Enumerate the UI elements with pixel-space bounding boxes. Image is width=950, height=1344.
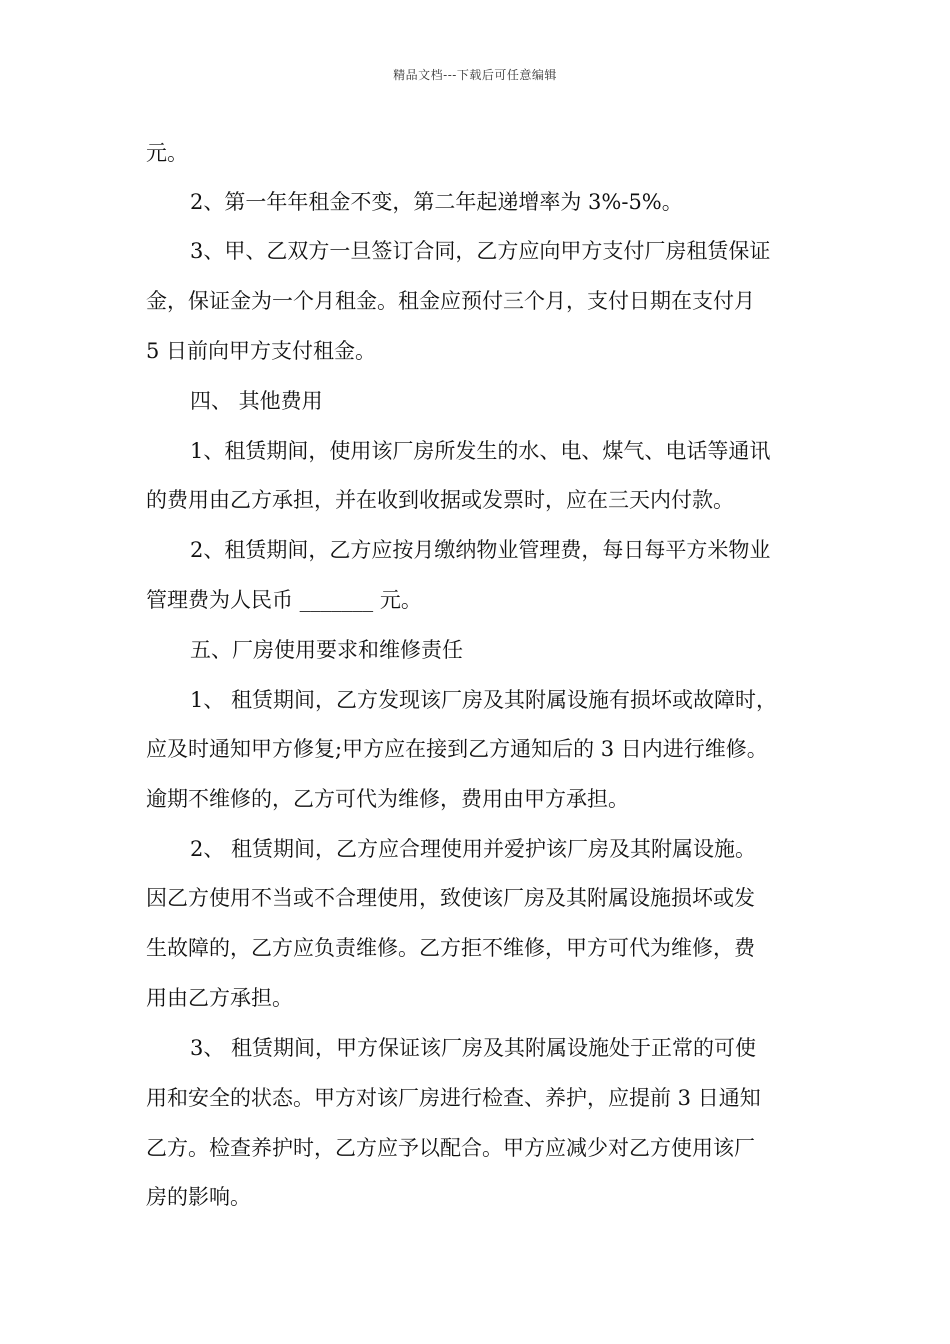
text-line: 用和安全的状态。甲方对该厂房进行检查、养护，应提前 3 日通知 xyxy=(146,1086,761,1110)
text-line: 应及时通知甲方修复;甲方应在接到乙方通知后的 3 日内进行维修。 xyxy=(146,737,768,761)
section-heading: 四、 其他费用 xyxy=(190,389,323,413)
text-line: 金，保证金为一个月租金。租金应预付三个月，支付日期在支付月 xyxy=(146,289,755,313)
text-line: 用由乙方承担。 xyxy=(146,986,293,1010)
text-line: 因乙方使用不当或不合理使用，致使该厂房及其附属设施损坏或发 xyxy=(146,886,755,910)
text-line: 5 日前向甲方支付租金。 xyxy=(146,339,377,363)
text-line: 2、租赁期间，乙方应按月缴纳物业管理费，每日每平方米物业 xyxy=(190,538,771,562)
text-line: 3、 租赁期间，甲方保证该厂房及其附属设施处于正常的可使 xyxy=(190,1036,757,1060)
text-line: 生故障的，乙方应负责维修。乙方拒不维修，甲方可代为维修，费 xyxy=(146,936,755,960)
text-line: 管理费为人民币 _______ 元。 xyxy=(146,588,422,612)
text-line: 乙方。检查养护时，乙方应予以配合。甲方应减少对乙方使用该厂 xyxy=(146,1136,755,1160)
text-line: 1、租赁期间，使用该厂房所发生的水、电、煤气、电话等通讯 xyxy=(190,439,771,463)
text-line: 逾期不维修的，乙方可代为维修，费用由甲方承担。 xyxy=(146,787,629,811)
page-header: 精品文档---下载后可任意编辑 xyxy=(393,68,557,82)
text-line: 1、 租赁期间，乙方发现该厂房及其附属设施有损坏或故障时， xyxy=(190,688,778,712)
text-line: 元。 xyxy=(146,141,188,165)
text-line: 2、 租赁期间，乙方应合理使用并爱护该厂房及其附属设施。 xyxy=(190,837,757,861)
text-line: 房的影响。 xyxy=(146,1185,251,1209)
text-line: 2、第一年年租金不变，第二年起递增率为 3%-5%。 xyxy=(190,190,683,214)
text-line: 3、甲、乙双方一旦签订合同，乙方应向甲方支付厂房租赁保证 xyxy=(190,239,771,263)
text-line: 的费用由乙方承担，并在收到收据或发票时，应在三天内付款。 xyxy=(146,488,734,512)
section-heading: 五、厂房使用要求和维修责任 xyxy=(190,638,463,662)
